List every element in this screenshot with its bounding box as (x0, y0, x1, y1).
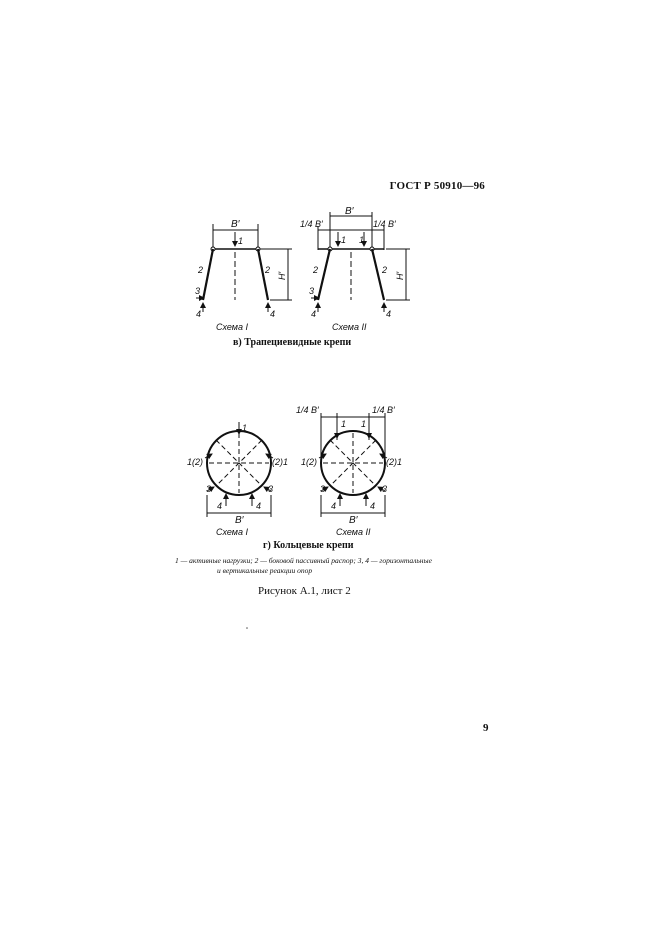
ring2-label-3a: 3 (320, 484, 326, 494)
label-1b: 1 (359, 235, 365, 245)
figure-legend (175, 556, 465, 576)
ring-scheme-2-label: Схема II (336, 527, 371, 537)
label-2-left: 2 (198, 265, 204, 275)
page-number: 9 (483, 722, 489, 734)
trapezoid-scheme-1 (196, 224, 292, 312)
speck-dot (246, 627, 248, 629)
figure-title: Рисунок А.1, лист 2 (258, 585, 351, 597)
ring-scheme-1-label: Схема I (216, 527, 248, 537)
ring1-label-3b: 3 (268, 484, 274, 494)
dim-B-2: B′ (345, 206, 354, 217)
ring1-label-4a: 4 (217, 501, 223, 511)
ring-scheme-2 (319, 413, 387, 517)
caption-trapezoid: в) Трапециевидные крепи (233, 337, 352, 348)
ring2-label-right: (2)1 (386, 457, 403, 467)
legend-line-2: и вертикальные реакции опор (217, 566, 313, 575)
ring1-label-right: (2)1 (272, 457, 289, 467)
label-2-right: 2 (265, 265, 271, 275)
ring2-label-4b: 4 (370, 501, 376, 511)
dim-B-1: B′ (231, 219, 240, 230)
label-1: 1 (238, 236, 244, 246)
ring1-label-4b: 4 (256, 501, 262, 511)
ring2-label-1a: 1 (341, 419, 347, 429)
legend-line-1: 1 — активные нагрузки; 2 — боковой пассивный распор; 3, 4 — горизонтальные (175, 556, 432, 565)
label-4-right: 4 (270, 309, 276, 319)
ring2-label-3b: 3 (382, 484, 388, 494)
ring1-label-3a: 3 (206, 484, 212, 494)
ring1-label-left: 1(2) (187, 457, 204, 467)
ring2-quarter-left: 1/4 B′ (296, 405, 319, 415)
caption-ring: г) Кольцевые крепи (263, 540, 354, 551)
label-4-right-2: 4 (386, 309, 392, 319)
ring1-label-1: 1 (242, 423, 248, 433)
dim-H-1: H′ (277, 271, 287, 280)
label-4-left-2: 4 (311, 309, 317, 319)
label-3: 3 (195, 286, 201, 296)
scheme-1-label: Схема I (216, 322, 248, 332)
document-code: ГОСТ Р 50910—96 (389, 180, 485, 192)
ring2-quarter-right: 1/4 B′ (372, 405, 395, 415)
quarter-right-2: 1/4 B′ (373, 219, 396, 229)
label-4-left: 4 (196, 309, 202, 319)
label-3-2: 3 (309, 286, 315, 296)
ring2-label-1b: 1 (361, 419, 367, 429)
ring2-label-left: 1(2) (301, 457, 318, 467)
label-2-left-2: 2 (313, 265, 319, 275)
ring2-dim-B: B′ (349, 515, 358, 526)
ring2-label-4a: 4 (331, 501, 337, 511)
label-2-right-2: 2 (382, 265, 388, 275)
ring-scheme-1 (205, 422, 273, 517)
quarter-left-2: 1/4 B′ (300, 219, 323, 229)
label-1a: 1 (341, 235, 347, 245)
scheme-2-label: Схема II (332, 322, 367, 332)
dim-H-2: H′ (395, 271, 405, 280)
ring1-dim-B: B′ (235, 515, 244, 526)
